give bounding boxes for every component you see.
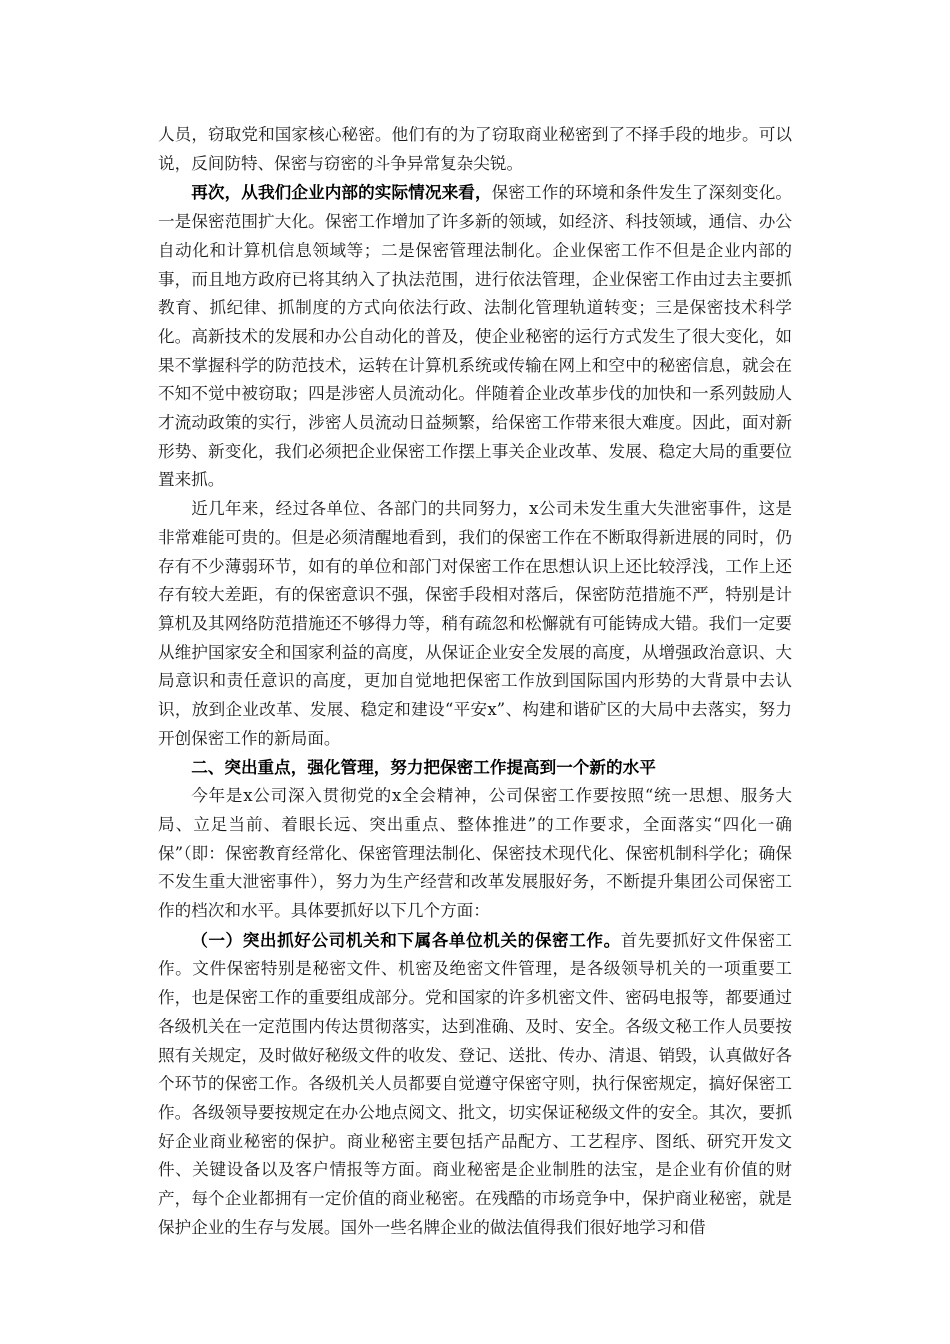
paragraph-4: 今年是x公司深入贯彻党的x全会精神，公司保密工作要按照“统一思想、服务大局、立足当前、着眼长远、突出重点、整体推进”的工作要求，全面落实“四化一确保”（即：保密教育经常化、保密管理法制化、保密技术现代化、保密机制科学化；确保不发生重大泄密事件），努力为生产经营和改革发展服好务，不断提升集团公司保密工作的档次和水平。具体要抓好以下几个方面： [158,786,792,920]
paragraph-3: 近几年来，经过各单位、各部门的共同努力，x公司未发生重大失泄密事件，这是非常难能可贵的。但是必须清醒地看到，我们的保密工作在不断取得新进展的同时，仍存有不少薄弱环节，如有的单位和部门对保密工作在思想认识上还比较浮浅，工作上还存有较大差距，有的保密意识不强，保密手段相对落后，保密防范措施不严，特别是计算机及其网络防范措施还不够得力等，稍有疏忽和松懈就有可能铸成大错。我们一定要从维护国家安全和国家利益的高度，从保证企业安全发展的高度，从增强政治意识、大局意识和责任意识的高度，更加自觉地把保密工作放到国际国内形势的大背景中去认识，放到企业改革、发展、稳定和建设“平安x”、构建和谐矿区的大局中去落实，努力开创保密工作的新局面。 [158,499,792,748]
section-heading-2: 二、突出重点，强化管理，努力把保密工作提高到一个新的水平 [191,757,656,778]
document-page [158,121,792,1242]
paragraph-5-body: 首先要抓好文件保密工作。文件保密特别是秘密文件、机密及绝密文件管理，是各级领导机关的一项重要工作，也是保密工作的重要组成部分。党和国家的许多机密文件、密码电报等，都要通过各级机关在一定范围内传达贯彻落实，达到准确、及时、安全。各级文秘工作人员要按照有关规定，及时做好秘级文件的收发、登记、送批、传办、清退、销毁，认真做好各个环节的保密工作。各级机关人员都要自觉遵守保密守则，执行保密规定，搞好保密工作。各级领导要按规定在办公地点阅文、批文，切实保证秘级文件的安全。其次，要抓好企业商业秘密的保护。商业秘密主要包括产品配方、工艺程序、图纸、研究开发文件、关键设备以及客户情报等方面。商业秘密是企业制胜的法宝，是企业有价值的财产，每个企业都拥有一定价值的商业秘密。在残酷的市场竞争中，保护商业秘密，就是保护企业的生存与发展。国外一些名牌企业的做法值得我们很好地学习和借 [158,930,793,1237]
paragraph-5-lead: （一）突出抓好公司机关和下属各单位机关的保密工作。 [191,929,621,950]
paragraph-1: 人员，窃取党和国家核心秘密。他们有的为了窃取商业秘密到了不择手段的地步。可以说，反间防特、保密与窃密的斗争异常复杂尖锐。 [158,125,792,173]
paragraph-2-body: 保密工作的环境和条件发生了深刻变化。一是保密范围扩大化。保密工作增加了许多新的领域，如经济、科技领域，通信、办公自动化和计算机信息领域等；二是保密管理法制化。企业保密工作不但是企业内部的事，而且地方政府已将其纳入了执法范围，进行依法管理，企业保密工作由过去主要抓教育、抓纪律、抓制度的方式向依法行政、法制化管理轨道转变；三是保密技术科学化。高新技术的发展和办公自动化的普及，使企业秘密的运行方式发生了很大变化，如果不掌握科学的防范技术，运转在计算机系统或传输在网上和空中的秘密信息，就会在不知不觉中被窃取；四是涉密人员流动化。伴随着企业改革步伐的加快和一系列鼓励人才流动政策的实行，涉密人员流动日益频繁，给保密工作带来很大难度。因此，面对新形势、新变化，我们必须把企业保密工作摆上事关企业改革、发展、稳定大局的重要位置来抓。 [158,183,793,490]
paragraph-5 [158,926,792,1243]
paragraph-2 [158,178,792,495]
paragraph-2-lead: 再次，从我们企业内部的实际情况来看， [191,182,492,203]
